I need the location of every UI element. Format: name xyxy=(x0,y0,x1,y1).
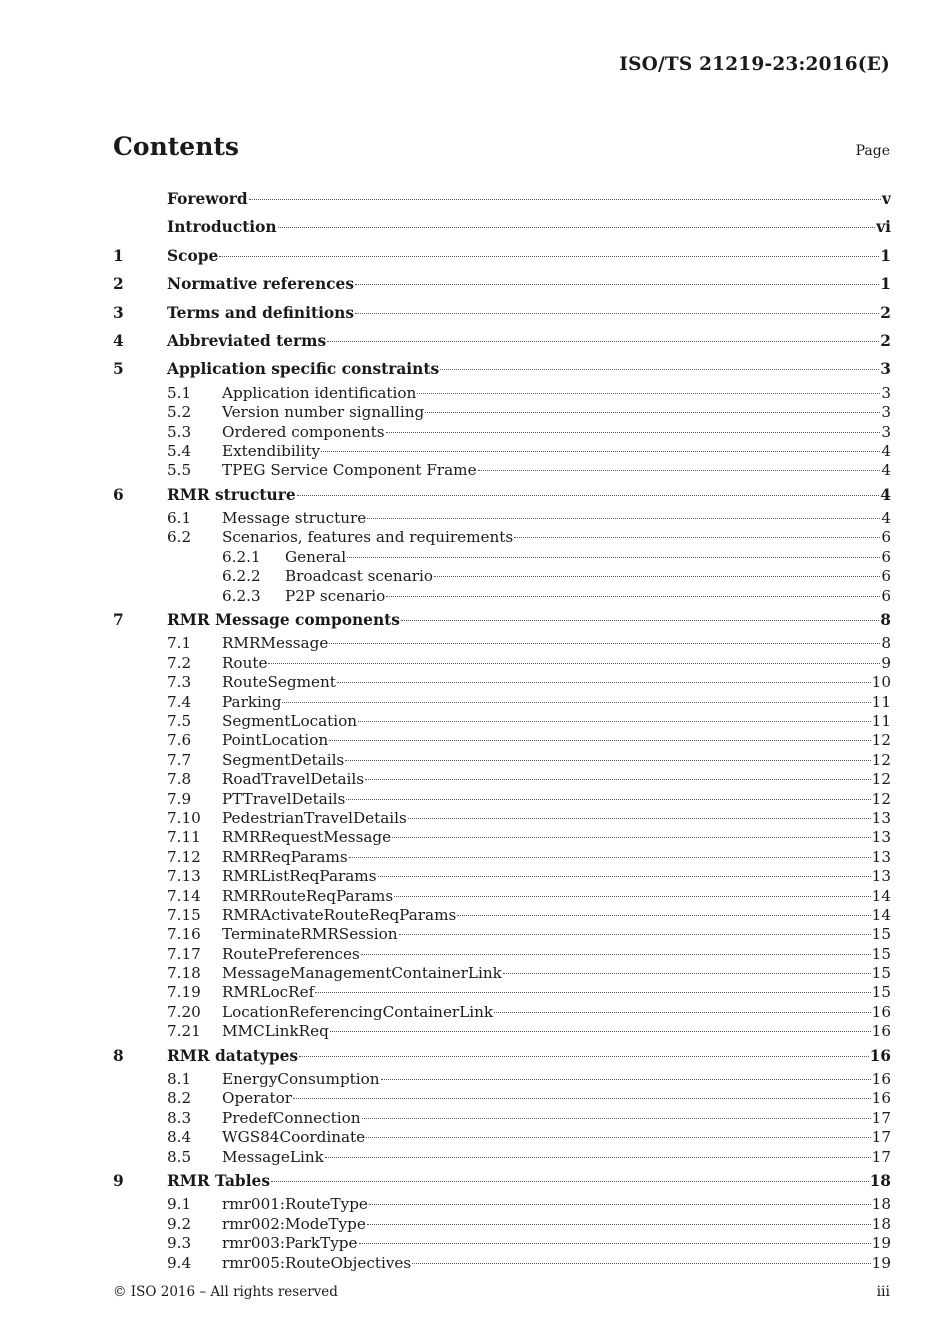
toc-entry-title[interactable]: Application specific constraints xyxy=(167,360,440,379)
toc-entry[interactable] xyxy=(113,442,891,461)
toc-entry-title[interactable]: TerminateRMRSession xyxy=(222,925,398,944)
toc-entry-page: 9 xyxy=(881,653,891,672)
toc-entry-page: 3 xyxy=(881,403,891,422)
toc-entry-number: 7.17 xyxy=(167,944,201,963)
toc-entry-title[interactable]: LocationReferencingContainerLink xyxy=(222,1002,494,1021)
toc-entry-number: 7.5 xyxy=(167,711,192,730)
toc-entry-page: 18 xyxy=(869,1171,891,1190)
toc-entry-number: 7.8 xyxy=(167,770,192,789)
toc-entry[interactable] xyxy=(113,1215,891,1234)
toc-entry[interactable] xyxy=(113,213,891,241)
dot-leader xyxy=(327,341,879,342)
toc-entry-title[interactable]: RMRListReqParams xyxy=(222,867,377,886)
dot-leader xyxy=(434,576,880,577)
toc-entry-page: 16 xyxy=(869,1046,891,1065)
dot-leader xyxy=(359,1243,871,1244)
toc-entry[interactable] xyxy=(113,828,891,847)
toc-entry-title[interactable]: Scope xyxy=(167,246,219,265)
toc-entry-title[interactable]: Scenarios, features and requirements xyxy=(222,528,514,547)
toc-entry[interactable] xyxy=(113,925,891,944)
dot-leader xyxy=(412,1263,870,1264)
toc-entry[interactable] xyxy=(113,606,891,634)
toc-entry-number: 9 xyxy=(113,1171,124,1190)
toc-entry-title[interactable]: RMRLocRef xyxy=(222,983,315,1002)
toc-entry[interactable] xyxy=(113,867,891,886)
toc-entry[interactable] xyxy=(113,1167,891,1195)
toc-entry-number: 7.12 xyxy=(167,847,201,866)
toc-entry-page: 13 xyxy=(871,808,891,827)
dot-leader xyxy=(425,412,880,413)
toc-entry[interactable] xyxy=(113,355,891,383)
toc-entry-title[interactable]: rmr003:ParkType xyxy=(222,1234,358,1253)
toc-entry-number: 7.6 xyxy=(167,731,192,750)
toc-entry-title[interactable]: SegmentLocation xyxy=(222,711,358,730)
dot-leader xyxy=(417,393,880,394)
dot-leader xyxy=(362,1118,871,1119)
toc-entry-title[interactable]: rmr002:ModeType xyxy=(222,1214,366,1233)
toc-entry-page: 3 xyxy=(880,360,891,379)
dot-leader xyxy=(457,915,870,916)
dot-leader xyxy=(345,760,870,761)
toc-entry-page: 15 xyxy=(871,964,891,983)
toc-entry-page: 11 xyxy=(871,711,891,730)
toc-entry-number: 7.3 xyxy=(167,673,192,692)
toc-entry-page: 10 xyxy=(871,673,891,692)
toc-entry-page: 4 xyxy=(881,461,891,480)
toc-entry[interactable] xyxy=(113,587,891,606)
toc-entry-page: 3 xyxy=(881,383,891,402)
dot-leader xyxy=(378,876,871,877)
dot-leader xyxy=(478,470,881,471)
toc-entry[interactable] xyxy=(113,751,891,770)
toc-entry[interactable] xyxy=(113,1042,891,1070)
dot-leader xyxy=(282,702,870,703)
toc-entry-number: 7.14 xyxy=(167,886,201,905)
toc-entry-number: 7.18 xyxy=(167,964,201,983)
dot-leader xyxy=(337,682,871,683)
toc-entry-number: 8.2 xyxy=(167,1089,192,1108)
toc-entry-title[interactable]: PointLocation xyxy=(222,731,329,750)
toc-entry-title[interactable]: P2P scenario xyxy=(285,586,386,605)
toc-entry-page: 18 xyxy=(871,1195,891,1214)
toc-entry-page: 12 xyxy=(871,770,891,789)
toc-entry-title[interactable]: General xyxy=(285,547,347,566)
toc-entry[interactable] xyxy=(113,1070,891,1089)
toc-entry-number: 7.20 xyxy=(167,1002,201,1021)
toc-entry-title[interactable]: RMR Tables xyxy=(167,1171,270,1190)
dot-leader xyxy=(440,369,879,370)
dot-leader xyxy=(299,1056,869,1057)
toc-entry-title[interactable]: RMRRequestMessage xyxy=(222,828,392,847)
toc-entry-page: 1 xyxy=(880,275,891,294)
toc-entry-title[interactable]: RMR structure xyxy=(167,485,296,504)
dot-leader xyxy=(401,620,879,621)
toc-entry[interactable] xyxy=(113,731,891,750)
toc-entry[interactable] xyxy=(113,964,891,983)
toc-entry[interactable] xyxy=(113,809,891,828)
toc-entry-page: 6 xyxy=(881,528,891,547)
toc-entry-number: 6.2.1 xyxy=(222,547,261,566)
toc-entry[interactable] xyxy=(113,1148,891,1167)
table-of-contents xyxy=(113,185,891,1273)
toc-entry-page: 13 xyxy=(871,847,891,866)
dot-leader xyxy=(249,199,881,200)
toc-entry-page: 4 xyxy=(880,485,891,504)
toc-entry-page: 19 xyxy=(871,1253,891,1272)
toc-entry-title[interactable]: EnergyConsumption xyxy=(222,1070,380,1089)
toc-entry-title[interactable]: RMRMessage xyxy=(222,634,329,653)
dot-leader xyxy=(367,518,880,519)
dot-leader xyxy=(399,934,871,935)
toc-entry-number: 3 xyxy=(113,303,124,322)
dot-leader xyxy=(386,596,880,597)
toc-entry-title[interactable]: MMCLinkReq xyxy=(222,1022,329,1041)
toc-entry-title[interactable]: RMR datatypes xyxy=(167,1046,299,1065)
dot-leader xyxy=(514,537,880,538)
toc-entry-number: 6.2.2 xyxy=(222,567,261,586)
toc-entry-title[interactable]: PedestrianTravelDetails xyxy=(222,808,407,827)
toc-entry[interactable] xyxy=(113,528,891,547)
toc-entry-page: 18 xyxy=(871,1214,891,1233)
toc-entry-number: 7.1 xyxy=(167,634,192,653)
toc-entry-number: 4 xyxy=(113,331,124,350)
toc-entry-number: 8.4 xyxy=(167,1128,192,1147)
toc-entry-number: 1 xyxy=(113,246,124,265)
toc-entry-page: 17 xyxy=(871,1108,891,1127)
toc-entry-title[interactable]: RMRReqParams xyxy=(222,847,348,866)
toc-entry[interactable] xyxy=(113,790,891,809)
toc-entry-title[interactable]: Message structure xyxy=(222,509,367,528)
dot-leader xyxy=(355,284,879,285)
toc-entry-number: 7 xyxy=(113,611,124,630)
toc-entry-title[interactable]: rmr001:RouteType xyxy=(222,1195,368,1214)
toc-entry-page: 2 xyxy=(880,303,891,322)
toc-entry-number: 7.15 xyxy=(167,905,201,924)
toc-entry-page: 8 xyxy=(880,611,891,630)
dot-leader xyxy=(392,837,871,838)
toc-entry[interactable] xyxy=(113,712,891,731)
toc-entry-number: 7.11 xyxy=(167,828,201,847)
toc-entry-page: 11 xyxy=(871,692,891,711)
toc-entry-number: 7.10 xyxy=(167,808,201,827)
toc-entry-page: 14 xyxy=(871,905,891,924)
toc-entry-number: 5.2 xyxy=(167,403,192,422)
dot-leader xyxy=(271,1181,869,1182)
toc-entry-page: 12 xyxy=(871,750,891,769)
toc-entry-number: 8.1 xyxy=(167,1070,192,1089)
toc-entry-title[interactable]: RouteSegment xyxy=(222,673,336,692)
toc-entry-page: 17 xyxy=(871,1147,891,1166)
toc-entry-number: 7.9 xyxy=(167,789,192,808)
toc-entry-title[interactable]: RMRActivateRouteReqParams xyxy=(222,905,457,924)
toc-entry-title[interactable]: TPEG Service Component Frame xyxy=(222,461,477,480)
toc-entry-title[interactable]: RMR Message components xyxy=(167,611,400,630)
toc-entry-title[interactable]: rmr005:RouteObjectives xyxy=(222,1253,412,1272)
toc-entry-page: 1 xyxy=(880,246,891,265)
toc-entry-page: 6 xyxy=(881,567,891,586)
toc-entry[interactable] xyxy=(113,481,891,509)
page-title: Contents xyxy=(113,132,240,161)
toc-entry-page: 16 xyxy=(871,1070,891,1089)
toc-entry[interactable] xyxy=(113,1195,891,1214)
toc-entry-title[interactable]: Extendibility xyxy=(222,441,321,460)
dot-leader xyxy=(408,818,871,819)
toc-entry[interactable] xyxy=(113,299,891,327)
dot-leader xyxy=(361,954,871,955)
toc-entry-number: 6 xyxy=(113,485,124,504)
toc-entry-page: 15 xyxy=(871,983,891,1002)
toc-entry[interactable] xyxy=(113,1022,891,1041)
toc-entry-number: 9.1 xyxy=(167,1195,192,1214)
toc-entry[interactable] xyxy=(113,242,891,270)
toc-entry-number: 6.2 xyxy=(167,528,192,547)
toc-entry-page: 16 xyxy=(871,1022,891,1041)
toc-entry[interactable] xyxy=(113,270,891,298)
toc-entry-number: 5.1 xyxy=(167,383,192,402)
toc-entry-page: 14 xyxy=(871,886,891,905)
toc-entry-number: 7.16 xyxy=(167,925,201,944)
toc-entry-title[interactable]: PTTravelDetails xyxy=(222,789,346,808)
toc-entry-title[interactable]: Operator xyxy=(222,1089,292,1108)
toc-entry-page: 15 xyxy=(871,944,891,963)
toc-entry-page: 12 xyxy=(871,731,891,750)
toc-entry[interactable] xyxy=(113,1003,891,1022)
toc-entry-page: v xyxy=(882,190,891,208)
dot-leader xyxy=(293,1098,871,1099)
dot-leader xyxy=(297,495,880,496)
toc-entry-number: 5.5 xyxy=(167,461,192,480)
toc-entry-title[interactable]: RMRRouteReqParams xyxy=(222,886,394,905)
toc-entry-title[interactable]: Broadcast scenario xyxy=(285,567,434,586)
toc-entry-page: 4 xyxy=(881,441,891,460)
dot-leader xyxy=(219,256,879,257)
toc-entry-title[interactable]: Foreword xyxy=(167,190,248,208)
copyright-notice: © ISO 2016 – All rights reserved xyxy=(113,1284,338,1300)
toc-entry[interactable] xyxy=(113,548,891,567)
toc-entry-page: 13 xyxy=(871,828,891,847)
toc-entry-number: 8 xyxy=(113,1046,124,1065)
toc-entry-title[interactable]: Introduction xyxy=(167,218,277,237)
toc-entry-title[interactable]: Terms and definitions xyxy=(167,303,355,322)
toc-entry-number: 5.4 xyxy=(167,441,192,460)
dot-leader xyxy=(358,721,871,722)
dot-leader xyxy=(268,663,880,664)
page-number: iii xyxy=(876,1284,890,1300)
dot-leader xyxy=(329,740,871,741)
toc-entry[interactable] xyxy=(113,327,891,355)
toc-entry[interactable] xyxy=(113,567,891,586)
dot-leader xyxy=(325,1157,871,1158)
toc-entry[interactable] xyxy=(113,770,891,789)
dot-leader xyxy=(347,557,880,558)
toc-entry-title[interactable]: RoadTravelDetails xyxy=(222,770,365,789)
dot-leader xyxy=(366,1137,871,1138)
toc-entry[interactable] xyxy=(113,461,891,480)
toc-entry[interactable] xyxy=(113,906,891,925)
toc-entry[interactable] xyxy=(113,634,891,653)
toc-entry[interactable] xyxy=(113,1109,891,1128)
toc-entry-title[interactable]: PredefConnection xyxy=(222,1108,361,1127)
toc-entry-title[interactable]: Normative references xyxy=(167,275,354,294)
toc-entry[interactable] xyxy=(113,403,891,422)
toc-entry-page: 4 xyxy=(881,509,891,528)
toc-entry[interactable] xyxy=(113,887,891,906)
dot-leader xyxy=(329,643,880,644)
toc-entry-title[interactable]: Parking xyxy=(222,692,282,711)
dot-leader xyxy=(278,227,876,228)
toc-entry-number: 7.19 xyxy=(167,983,201,1002)
toc-entry-page: 6 xyxy=(881,547,891,566)
toc-entry-title[interactable]: MessageLink xyxy=(222,1147,324,1166)
toc-entry-number: 7.21 xyxy=(167,1022,201,1041)
toc-entry[interactable] xyxy=(113,384,891,403)
dot-leader xyxy=(369,1204,871,1205)
toc-entry-title[interactable]: Version number signalling xyxy=(222,403,425,422)
toc-entry[interactable] xyxy=(113,945,891,964)
document-id: ISO/TS 21219-23:2016(E) xyxy=(619,54,890,75)
toc-entry-number: 7.4 xyxy=(167,692,192,711)
dot-leader xyxy=(349,857,871,858)
toc-entry-title[interactable]: WGS84Coordinate xyxy=(222,1128,366,1147)
dot-leader xyxy=(346,799,870,800)
toc-entry-number: 5 xyxy=(113,360,124,379)
toc-entry-page: vi xyxy=(876,218,891,237)
toc-entry-page: 3 xyxy=(881,422,891,441)
toc-entry-number: 9.4 xyxy=(167,1253,192,1272)
toc-entry-number: 2 xyxy=(113,275,124,294)
toc-entry-page: 2 xyxy=(880,331,891,350)
toc-entry[interactable] xyxy=(113,693,891,712)
toc-entry[interactable] xyxy=(113,185,891,213)
toc-entry-number: 9.2 xyxy=(167,1214,192,1233)
toc-entry-page: 16 xyxy=(871,1002,891,1021)
dot-leader xyxy=(315,992,870,993)
dot-leader xyxy=(365,779,871,780)
toc-entry-number: 6.1 xyxy=(167,509,192,528)
dot-leader xyxy=(355,313,879,314)
toc-entry-number: 9.3 xyxy=(167,1234,192,1253)
toc-entry-title[interactable]: RoutePreferences xyxy=(222,944,360,963)
toc-entry[interactable] xyxy=(113,1254,891,1273)
dot-leader xyxy=(394,896,871,897)
dot-leader xyxy=(381,1079,871,1080)
toc-entry[interactable] xyxy=(113,673,891,692)
dot-leader xyxy=(494,1012,871,1013)
toc-entry-page: 12 xyxy=(871,789,891,808)
toc-entry-number: 8.3 xyxy=(167,1108,192,1127)
toc-entry-number: 6.2.3 xyxy=(222,586,261,605)
toc-entry[interactable] xyxy=(113,509,891,528)
dot-leader xyxy=(367,1224,871,1225)
toc-entry[interactable] xyxy=(113,983,891,1002)
toc-entry-page: 17 xyxy=(871,1128,891,1147)
toc-entry[interactable] xyxy=(113,1089,891,1108)
toc-entry-number: 5.3 xyxy=(167,422,192,441)
dot-leader xyxy=(321,451,880,452)
toc-entry[interactable] xyxy=(113,423,891,442)
toc-entry-page: 6 xyxy=(881,586,891,605)
toc-entry-title[interactable]: MessageManagementContainerLink xyxy=(222,964,502,983)
toc-entry-title[interactable]: SegmentDetails xyxy=(222,750,345,769)
toc-entry-number: 8.5 xyxy=(167,1147,192,1166)
dot-leader xyxy=(330,1031,871,1032)
toc-entry-page: 19 xyxy=(871,1234,891,1253)
toc-entry-page: 8 xyxy=(881,634,891,653)
toc-entry-page: 13 xyxy=(871,867,891,886)
toc-entry-title[interactable]: Application identification xyxy=(222,383,417,402)
toc-entry-number: 7.13 xyxy=(167,867,201,886)
toc-entry-title[interactable]: Route xyxy=(222,653,268,672)
toc-entry-page: 15 xyxy=(871,925,891,944)
dot-leader xyxy=(386,432,881,433)
toc-entry-page: 16 xyxy=(871,1089,891,1108)
toc-entry-title[interactable]: Abbreviated terms xyxy=(167,331,327,350)
toc-entry[interactable] xyxy=(113,654,891,673)
toc-entry-number: 7.7 xyxy=(167,750,192,769)
page-column-label: Page xyxy=(855,143,890,159)
toc-entry[interactable] xyxy=(113,848,891,867)
toc-entry-title[interactable]: Ordered components xyxy=(222,422,385,441)
dot-leader xyxy=(503,973,871,974)
toc-entry[interactable] xyxy=(113,1128,891,1147)
toc-entry-number: 7.2 xyxy=(167,653,192,672)
toc-entry[interactable] xyxy=(113,1234,891,1253)
